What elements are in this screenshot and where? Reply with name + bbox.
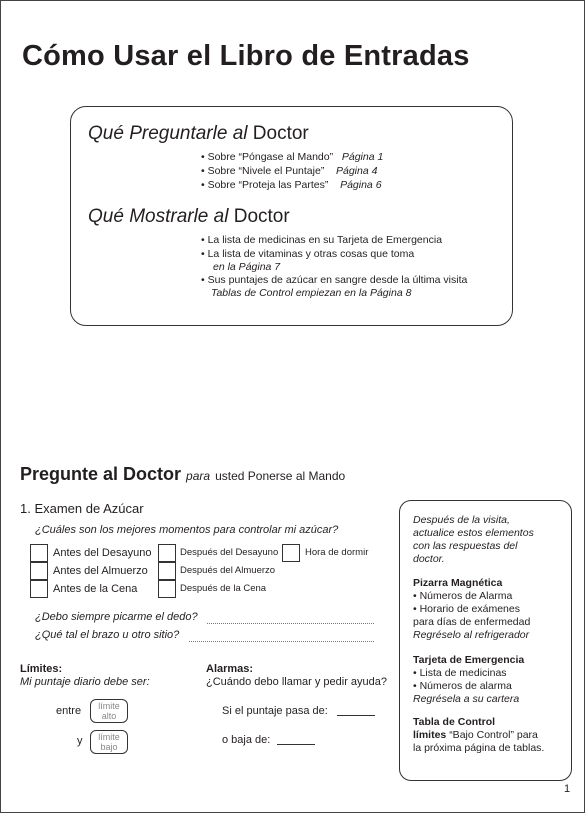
high-limit-field[interactable] [90, 699, 128, 723]
show-line-5: Tablas de Control empiezan en la Página 8 [211, 287, 412, 299]
ask-item-3 [201, 179, 382, 191]
question-arm: ¿Qué tal el brazo u otro sitio? [35, 629, 180, 641]
card-block [413, 654, 524, 706]
ask-item-text: • Sobre “Póngase al Mando” [201, 151, 334, 163]
limits-subtitle: Mi puntaje diario debe ser: [20, 676, 150, 688]
ask-item-page: Página 6 [340, 179, 382, 191]
table-title: Tabla de Control [413, 716, 496, 728]
table-line: la próxima página de tablas. [413, 742, 545, 754]
alarm-above-field[interactable] [337, 715, 375, 716]
board-note: Regréselo al refrigerador [413, 629, 530, 641]
ask-item-2 [201, 165, 377, 177]
intro-line: Después de la visita, [413, 514, 510, 526]
ask-item-1 [201, 151, 383, 163]
check-label: Después del Almuerzo [180, 565, 276, 576]
card-note: Regrésela a su cartera [413, 693, 520, 705]
ask-item-page: Página 4 [336, 165, 378, 177]
ask-item-page: Página 1 [341, 151, 384, 163]
low-limit-label: límite [98, 732, 120, 742]
heading-para: para [186, 469, 211, 483]
table-block [413, 716, 544, 755]
board-line: para días de enfermedad [413, 616, 531, 628]
checkbox-before-dinner[interactable] [30, 580, 48, 598]
check-label: Antes de la Cena [53, 583, 138, 595]
check-label: Hora de dormir [305, 547, 369, 558]
show-title-bold: Doctor [233, 206, 290, 227]
page-title: Cómo Usar el Libro de Entradas [22, 40, 470, 72]
board-line: • Números de Alarma [413, 590, 513, 602]
limits-title: Límites: [20, 663, 63, 675]
intro-line: actualice estos elementos [413, 527, 534, 539]
low-limit-field[interactable] [90, 730, 128, 754]
ask-item-text: • Sobre “Proteja las Partes” [201, 179, 329, 191]
ask-section-title [88, 123, 309, 145]
ask-title-italic: Qué Preguntarle al [88, 123, 248, 144]
board-line: • Horario de exámenes [413, 603, 520, 615]
show-title-italic: Qué Mostrarle al [88, 206, 229, 227]
alarm-below-label: o baja de: [222, 734, 271, 746]
alarm-below-field[interactable] [277, 744, 315, 745]
page-number: 1 [564, 783, 571, 795]
alarm-above-label: Si el puntaje pasa de: [222, 705, 328, 717]
alarms-title: Alarmas: [206, 663, 254, 675]
check-label: Antes del Desayuno [53, 547, 152, 559]
checkbox-bedtime[interactable] [282, 544, 300, 562]
card-line: • Números de alarma [413, 680, 512, 692]
checkbox-before-lunch[interactable] [30, 562, 48, 580]
checkbox-before-breakfast[interactable] [30, 544, 48, 562]
card-line: • Lista de medicinas [413, 667, 507, 679]
alarms-question: ¿Cuándo debo llamar y pedir ayuda? [206, 676, 388, 688]
low-limit-label: bajo [100, 742, 118, 752]
section-heading [20, 464, 345, 485]
show-line-2: • La lista de vitaminas y otras cosas que toma [201, 248, 415, 260]
table-line-rest: “Bajo Control” para [449, 729, 538, 741]
show-line-4: • Sus puntajes de azúcar en sangre desde la última visita [201, 274, 468, 286]
question-finger: ¿Debo siempre picarme el dedo? [35, 611, 198, 623]
intro-line: doctor. [413, 553, 445, 565]
board-block [413, 577, 530, 642]
ask-title-bold: Doctor [252, 123, 309, 144]
exam-question: ¿Cuáles son los mejores momentos para controlar mi azúcar? [35, 524, 339, 536]
checkbox-after-dinner[interactable] [158, 580, 176, 598]
update-intro [413, 514, 534, 566]
checkbox-after-lunch[interactable] [158, 562, 176, 580]
show-line-3: en la Página 7 [213, 261, 281, 273]
board-title: Pizarra Magnética [413, 577, 503, 589]
card-title: Tarjeta de Emergencia [413, 654, 525, 666]
heading-main: Pregunte al Doctor [20, 464, 182, 484]
intro-line: con las respuestas del [413, 540, 518, 552]
check-label: Antes del Almuerzo [53, 565, 148, 577]
high-limit-label: límite [98, 701, 120, 711]
limits-between: entre [56, 705, 82, 717]
checkbox-after-breakfast[interactable] [158, 544, 176, 562]
high-limit-label: alto [101, 711, 117, 721]
heading-target: usted Ponerse al Mando [215, 469, 346, 483]
limits-and: y [77, 735, 83, 747]
table-line-bold: límites [413, 729, 447, 741]
answer-line-arm[interactable] [189, 641, 374, 642]
ask-item-text: • Sobre “Nivele el Puntaje” [201, 165, 325, 177]
show-section-title [88, 206, 290, 228]
show-line-1: • La lista de medicinas en su Tarjeta de Emergencia [201, 234, 443, 246]
check-label: Después de la Cena [180, 583, 267, 594]
answer-line-finger[interactable] [207, 623, 374, 624]
check-label: Después del Desayuno [180, 547, 279, 558]
exam-title: 1. Examen de Azúcar [20, 501, 144, 516]
